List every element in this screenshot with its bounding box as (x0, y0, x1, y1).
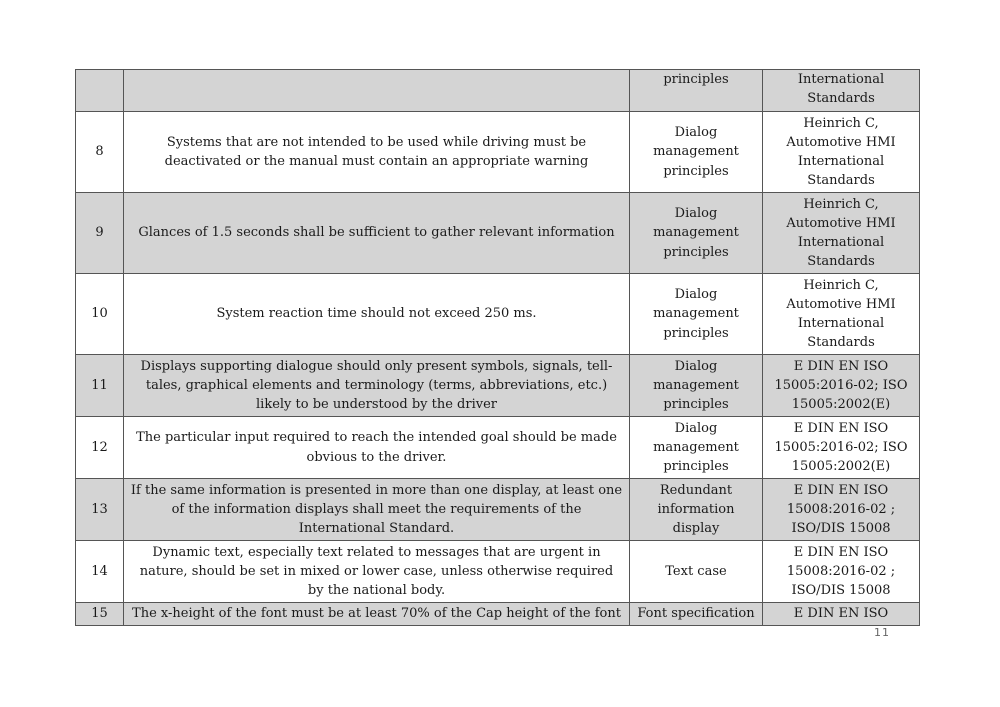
table-row (76, 541, 920, 603)
cell-category: Dialog management principles (630, 355, 763, 417)
cell-number: 9 (76, 193, 124, 274)
cell-number: 11 (76, 355, 124, 417)
page-number: 11 (874, 626, 890, 639)
cell-number: 8 (76, 112, 124, 193)
cell-requirement: System reaction time should not exceed 250 ms. (124, 274, 630, 355)
cell-category: Dialog management principles (630, 193, 763, 274)
cell-number: 12 (76, 417, 124, 479)
cell-source: E DIN EN ISO (763, 603, 920, 626)
cell-category: Dialog management principles (630, 417, 763, 479)
cell-source: International Standards (763, 70, 920, 112)
cell-requirement: The particular input required to reach the intended goal should be made obvious to the driver. (124, 417, 630, 479)
cell-requirement: Displays supporting dialogue should only present symbols, signals, tell-tales, graphical elements and terminology (terms, abbreviations, etc.) likely to be understood by the driver (124, 355, 630, 417)
cell-number: 15 (76, 603, 124, 626)
requirements-table (75, 69, 920, 626)
cell-source: E DIN EN ISO 15008:2016-02 ; ISO/DIS 15008 (763, 541, 920, 603)
cell-category: Font specification (630, 603, 763, 626)
cell-source: E DIN EN ISO 15008:2016-02 ; ISO/DIS 15008 (763, 479, 920, 541)
cell-requirement: Dynamic text, especially text related to messages that are urgent in nature, should be set in mixed or lower case, unless otherwise required by the national body. (124, 541, 630, 603)
cell-number (76, 70, 124, 112)
cell-source: Heinrich C, Automotive HMI International Standards (763, 274, 920, 355)
cell-category: principles (630, 70, 763, 112)
cell-category: Text case (630, 541, 763, 603)
cell-category: Redundant information display (630, 479, 763, 541)
cell-category: Dialog management principles (630, 112, 763, 193)
cell-number: 10 (76, 274, 124, 355)
table-row (76, 274, 920, 355)
cell-source: E DIN EN ISO 15005:2016-02; ISO 15005:2002(E) (763, 355, 920, 417)
table-row (76, 355, 920, 417)
cell-source: Heinrich C, Automotive HMI International Standards (763, 112, 920, 193)
cell-number: 14 (76, 541, 124, 603)
cell-category: Dialog management principles (630, 274, 763, 355)
cell-number: 13 (76, 479, 124, 541)
cell-requirement: If the same information is presented in more than one display, at least one of the information displays shall meet the requirements of the International Standard. (124, 479, 630, 541)
cell-requirement: The x-height of the font must be at least 70% of the Cap height of the font (124, 603, 630, 626)
table-row (76, 112, 920, 193)
cell-requirement: Glances of 1.5 seconds shall be sufficient to gather relevant information (124, 193, 630, 274)
table-row (76, 70, 920, 112)
table-row (76, 603, 920, 626)
table-row (76, 479, 920, 541)
table-row (76, 417, 920, 479)
cell-source: E DIN EN ISO 15005:2016-02; ISO 15005:2002(E) (763, 417, 920, 479)
cell-requirement: Systems that are not intended to be used while driving must be deactivated or the manual must contain an appropriate warning (124, 112, 630, 193)
cell-requirement (124, 70, 630, 112)
table-row (76, 193, 920, 274)
cell-source: Heinrich C, Automotive HMI International Standards (763, 193, 920, 274)
